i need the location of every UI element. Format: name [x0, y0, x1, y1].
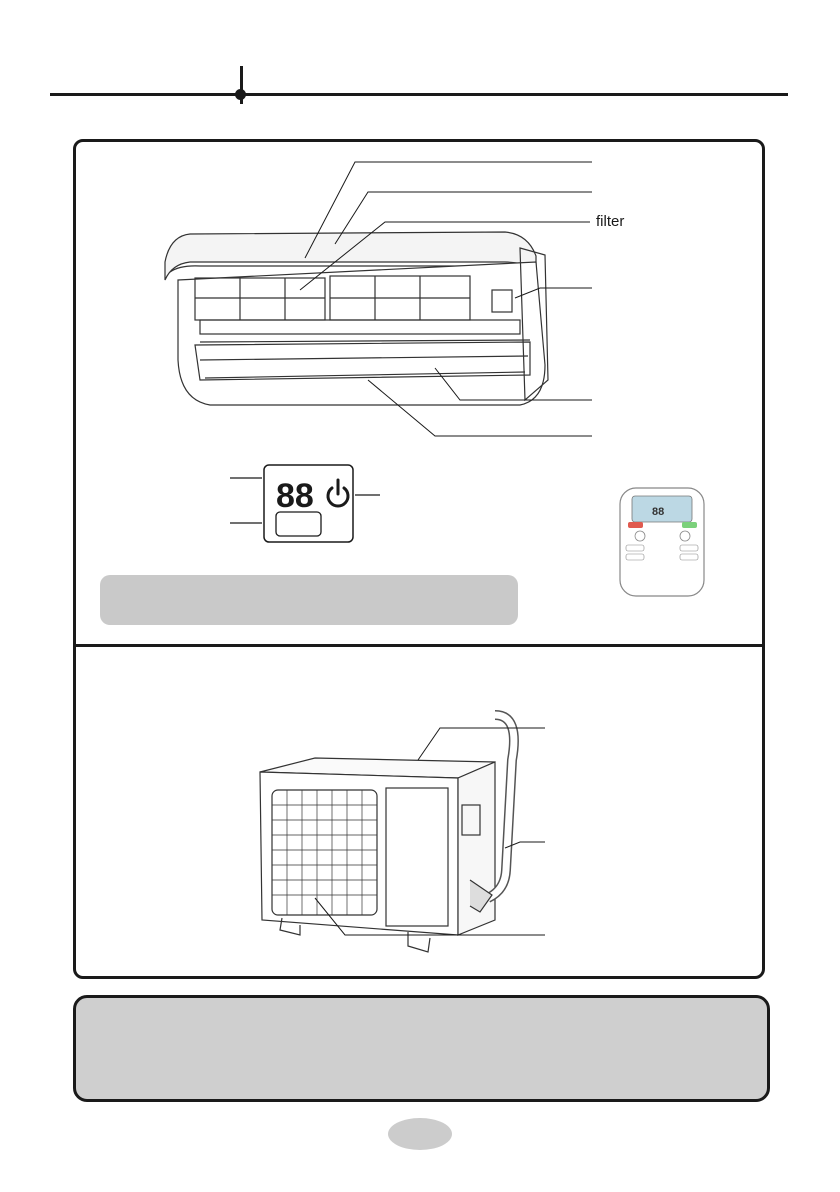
- remote-control: [620, 488, 704, 596]
- filter-label: filter: [596, 213, 625, 230]
- svg-text:88: 88: [276, 477, 314, 515]
- svg-text:88: 88: [652, 506, 665, 518]
- outdoor-unit-illustration: [260, 715, 514, 952]
- indoor-unit-illustration: [165, 232, 548, 405]
- display-digits: [276, 477, 314, 515]
- power-icon: [328, 480, 348, 506]
